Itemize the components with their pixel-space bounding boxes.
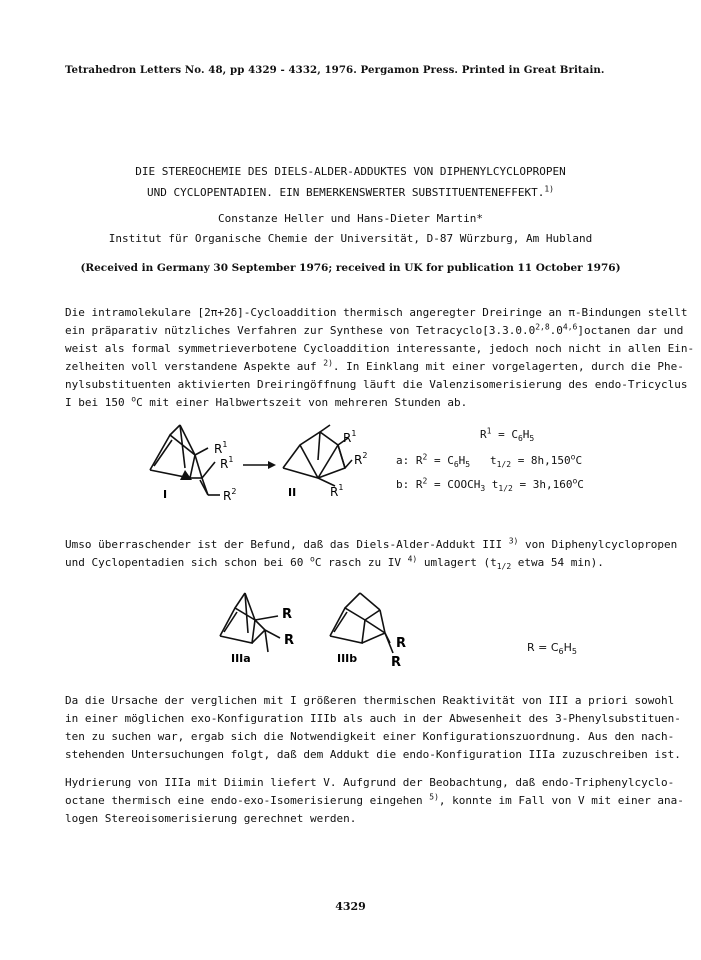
page-number: 4329 bbox=[335, 900, 366, 913]
arrow-head bbox=[268, 461, 276, 469]
II-R1-lower: $R^1$ bbox=[330, 483, 344, 499]
IIIb-R-upper: R bbox=[396, 636, 407, 651]
structure-I bbox=[150, 425, 220, 495]
r-definition: $R = C_6H_5$ bbox=[527, 641, 578, 657]
p1-l2a: ein präparativ nützliches Verfahren zur Synthese von Tetracyclo[3.3.0.0 bbox=[65, 324, 536, 337]
label-II: II bbox=[288, 486, 297, 499]
p1-line-4 bbox=[65, 360, 684, 373]
p2-line-2: und Cyclopentadien sich schon bei 60 $^o$C rasch zu IV $^{4)}$ umlagert ($t_{1/2}$ etwa 54 min). bbox=[65, 554, 604, 572]
received-dates: (Received in Germany 30 September 1976; received in UK for publication 11 October 1976) bbox=[80, 262, 621, 274]
p1-line-1: Die intramolekulare [2π+2δ]-Cycloaddition thermisch angeregter Dreiringe an π-Bindungen stellt bbox=[65, 306, 688, 319]
condition-b: b: $R^2$ = $COOCH_3$ $t_{1/2} = 3h,160^oC$ bbox=[396, 476, 584, 494]
structure-II bbox=[283, 425, 352, 486]
IIIa-R-upper: R bbox=[282, 607, 293, 622]
p1-l6a: I bei 150 bbox=[65, 396, 132, 409]
p1-l4s: 2) bbox=[323, 358, 333, 368]
p1-line-3: weist als formal symmetrieverbotene Cycloaddition interessante, jedoch noch nicht in allen Ein- bbox=[65, 342, 695, 355]
label-IIIa: IIIa bbox=[231, 652, 251, 665]
title-footnote-ref: 1) bbox=[544, 184, 554, 194]
title-line-1: DIE STEREOCHEMIE DES DIELS-ALDER-ADDUKTES VON DIPHENYLCYCLOPROPEN bbox=[135, 165, 566, 178]
I-R1-lower: $R^1$ bbox=[220, 455, 234, 471]
I-R2: $R^2$ bbox=[223, 487, 237, 503]
p1-line-5: nylsubstituenten aktivierten Dreiringöffnung läuft die Valenzisomerisierung des endo-Tricyclus bbox=[65, 378, 688, 391]
p1-l2s2: 4,6 bbox=[562, 322, 578, 332]
p3-line-1: Da die Ursache der verglichen mit I größeren thermischen Reaktivität von III a priori sowohl bbox=[65, 694, 675, 707]
title-line-2 bbox=[0, 186, 701, 199]
label-I: I bbox=[163, 488, 168, 501]
structure-IIIb bbox=[330, 593, 393, 653]
II-R2: $R^2$ bbox=[354, 451, 368, 467]
p4-line-2: octane thermisch eine endo-exo-Isomerisierung eingehen $^{5)}$, konnte im Fall von V mit einer ana- bbox=[65, 792, 684, 807]
II-R1-upper: $R^1$ bbox=[343, 429, 357, 445]
affiliation: Institut für Organische Chemie der Universität, D-87 Würzburg, Am Hubland bbox=[108, 232, 593, 245]
p1-l4b: . In Einklang mit einer vorgelagerten, durch die Phe- bbox=[332, 360, 684, 373]
I-R1-upper: $R^1$ bbox=[214, 440, 228, 456]
p4-line-1: Hydrierung von IIIa mit Diimin liefert V. Aufgrund der Beobachtung, daß endo-Triphenylcyclo- bbox=[65, 776, 675, 789]
authors: Constanze Heller und Hans-Dieter Martin* bbox=[218, 212, 483, 225]
scheme-I-to-II bbox=[140, 420, 380, 525]
title-line-2-text: UND CYCLOPENTADIEN. EIN BEMERKENSWERTER SUBSTITUENTENEFFEKT. bbox=[147, 186, 545, 199]
IIIa-R-lower: R bbox=[284, 633, 295, 648]
scheme-IIIa-IIIb bbox=[210, 588, 430, 670]
p3-line-2: in einer möglichen exo-Konfiguration IIIb als auch in der Abwesenheit des 3-Phenylsubstituen- bbox=[65, 712, 681, 725]
r1-definition: $R^1 = C_6H_5$ bbox=[480, 426, 535, 444]
structure-IIIa bbox=[220, 593, 280, 652]
journal-header: Tetrahedron Letters No. 48, pp 4329 - 4332, 1976. Pergamon Press. Printed in Great Britain. bbox=[65, 64, 605, 76]
condition-a: a: $R^2 = C_6H_5$ $t_{1/2} = 8h,150^oC$ bbox=[396, 452, 583, 470]
IIIb-R-lower: R bbox=[391, 655, 402, 670]
p1-l6b: C mit einer Halbwertszeit von mehreren Stunden ab. bbox=[136, 396, 468, 409]
p1-l4a: zelheiten voll verstandene Aspekte auf bbox=[65, 360, 324, 373]
p3-line-3: ten zu suchen war, ergab sich die Notwendigkeit einer Konfigurationszuordnung. Aus den nach- bbox=[65, 730, 675, 743]
p1-l2b: .0 bbox=[549, 324, 563, 337]
p1-l2s1: 2,8 bbox=[535, 322, 550, 332]
p1-line-2 bbox=[65, 324, 683, 337]
p3-line-4: stehenden Untersuchungen folgt, daß dem Addukt die endo-Konfiguration IIIa zuzuschreiben ist. bbox=[65, 748, 681, 761]
p2-line-1: Umso überraschender ist der Befund, daß das Diels-Alder-Addukt III $^{3)}$ von Diphenylcyclopropen bbox=[65, 536, 678, 551]
label-IIIb: IIIb bbox=[337, 652, 358, 665]
p1-line-6 bbox=[65, 396, 467, 409]
p4-line-3: logen Stereoisomerisierung gerechnet werden. bbox=[65, 812, 357, 825]
p1-l2c: ]octanen dar und bbox=[577, 324, 684, 337]
p1-l6s: o bbox=[131, 394, 137, 404]
